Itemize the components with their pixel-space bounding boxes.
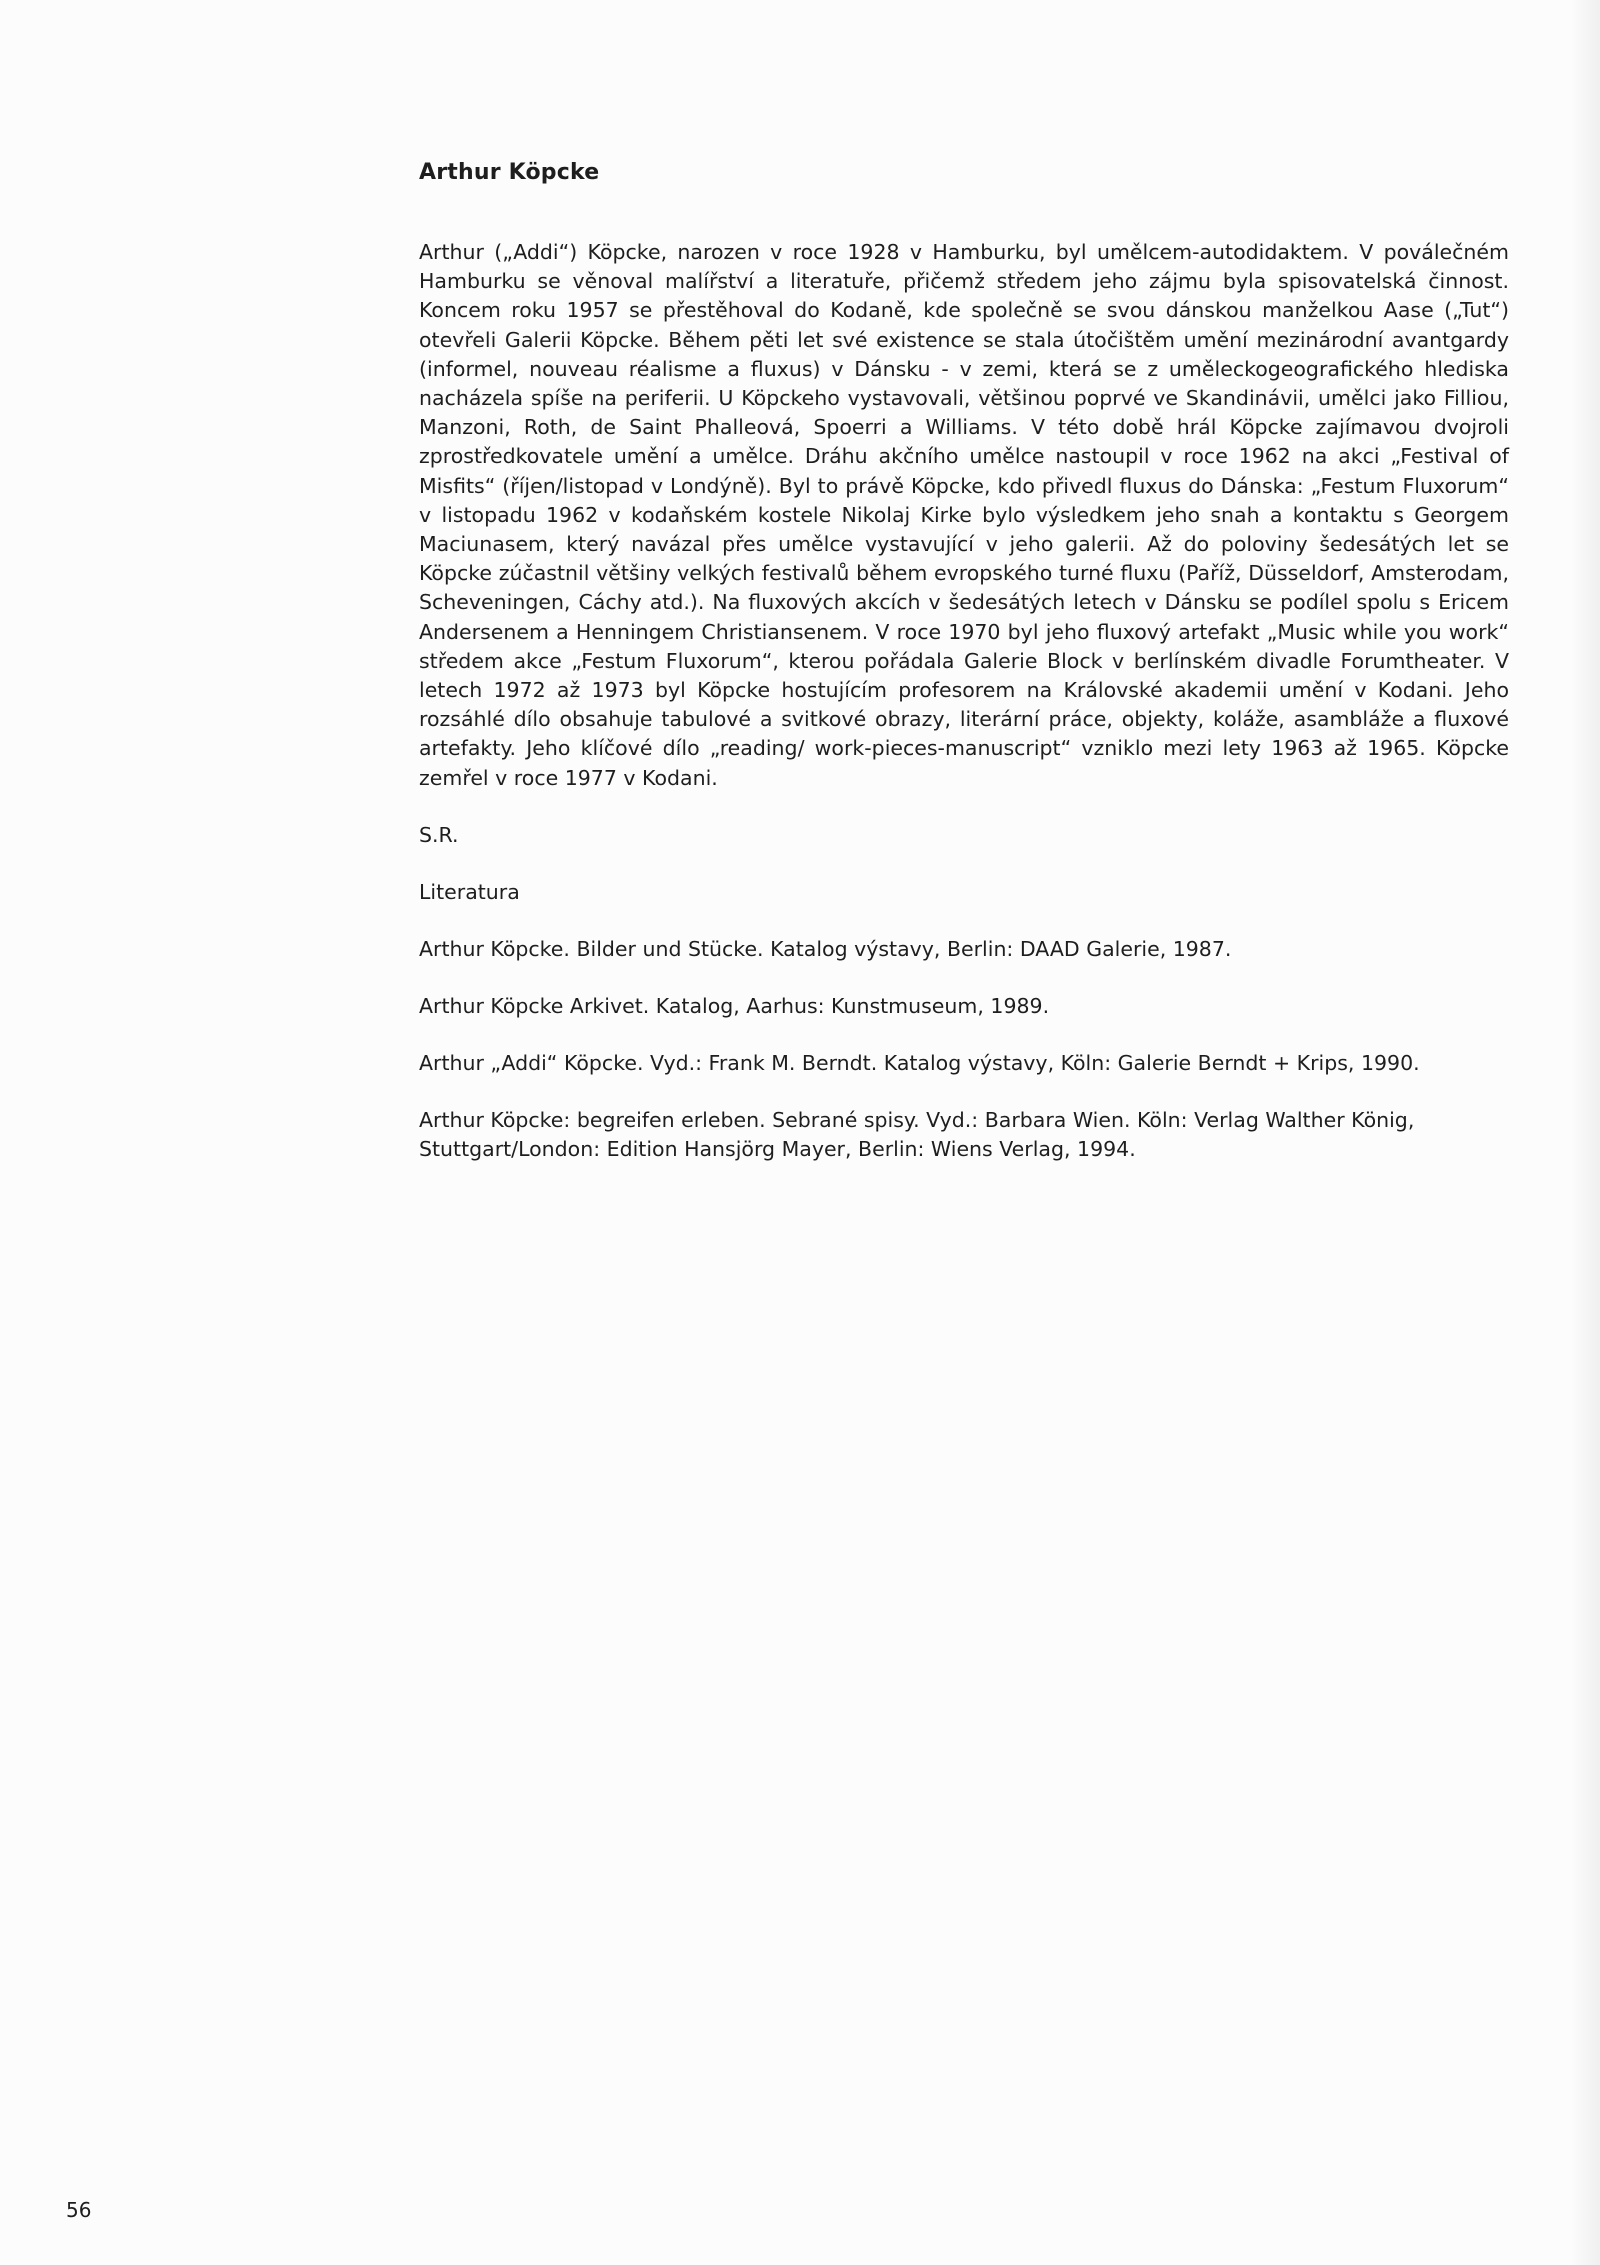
reference-item: Arthur „Addi“ Köpcke. Vyd.: Frank M. Berndt. Katalog výstavy, Köln: Galerie Berndt + Krips, 1990. — [419, 1050, 1420, 1075]
literature-heading: Literatura — [419, 879, 520, 904]
article — [419, 156, 1509, 1192]
page-edge-shadow — [1570, 0, 1600, 2265]
article-body: Arthur („Addi“) Köpcke, narozen v roce 1928 v Hamburku, byl umělcem-autodidaktem. V poválečném Hamburku se věnoval malířství a literatuře, přičemž středem jeho zájmu byla spisovatelská činnost. Koncem roku 1957 se přestěhoval do Kodaně, kde společně se svou dánskou manželkou Aase („Tut“) otevřeli Galerii Köpcke. Během pěti let své existence se stala útočištěm umění mezinárodní avantgardy (informel, nouveau réalisme a fluxus) v Dánsku - v zemi, která se z uměleckogeografického hlediska nacházela spíše na periferii. U Köpckeho vystavovali, většinou poprvé ve Skandinávii, umělci jako Filliou, Manzoni, Roth, de Saint Phalleová, Spoerri a Williams. V této době hrál Köpcke zajímavou dvojroli zprostředkovatele umění a umělce. Dráhu akčního umělce nastoupil v roce 1962 na akci „Festival of Misfits“ (říjen/listopad v Londýně). Byl to právě Köpcke, kdo přivedl fluxus do Dánska: „Festum Fluxorum“ v listopadu 1962 v kodaňském kostele Nikolaj Kirke bylo výsledkem jeho snah a kontaktu s Georgem Maciunasem, který navázal přes umělce vystavující v jeho galerii. Až do poloviny šedesátých let se Köpcke zúčastnil většiny velkých festivalů během evropského turné fluxu (Paříž, Düsseldorf, Amsterodam, Scheveningen, Cáchy atd.). Na fluxových akcích v šedesátých letech v Dánsku se podílel spolu s Ericem Andersenem a Henningem Christiansenem. V roce 1970 byl jeho fluxový artefakt „Music while you work“ středem akce „Festum Fluxorum“, kterou pořádala Galerie Block v berlínském divadle Forumtheater. V letech 1972 až 1973 byl Köpcke hostujícím profesorem na Královské akademii umění v Kodani. Jeho rozsáhlé dílo obsahuje tabulové a svitkové obrazy, literární práce, objekty, koláže, asambláže a fluxové artefakty. Jeho klíčové dílo „reading/ work-pieces-manuscript“ vzniklo mezi lety 1963 až 1965. Köpcke zemřel v roce 1977 v Kodani. — [419, 240, 1509, 790]
reference-item: Arthur Köpcke. Bilder und Stücke. Katalog výstavy, Berlin: DAAD Galerie, 1987. — [419, 936, 1232, 961]
page-number: 56 — [66, 2198, 92, 2222]
author-initials: S.R. — [419, 822, 459, 847]
reference-list — [419, 935, 1509, 1164]
reference-item: Arthur Köpcke Arkivet. Katalog, Aarhus: Kunstmuseum, 1989. — [419, 993, 1050, 1018]
article-title: Arthur Köpcke — [419, 160, 600, 185]
reference-item: Arthur Köpcke: begreifen erleben. Sebrané spisy. Vyd.: Barbara Wien. Köln: Verlag Walther König, Stuttgart/London: Edition Hansjörg Mayer, Berlin: Wiens Verlag, 1994. — [419, 1107, 1415, 1161]
